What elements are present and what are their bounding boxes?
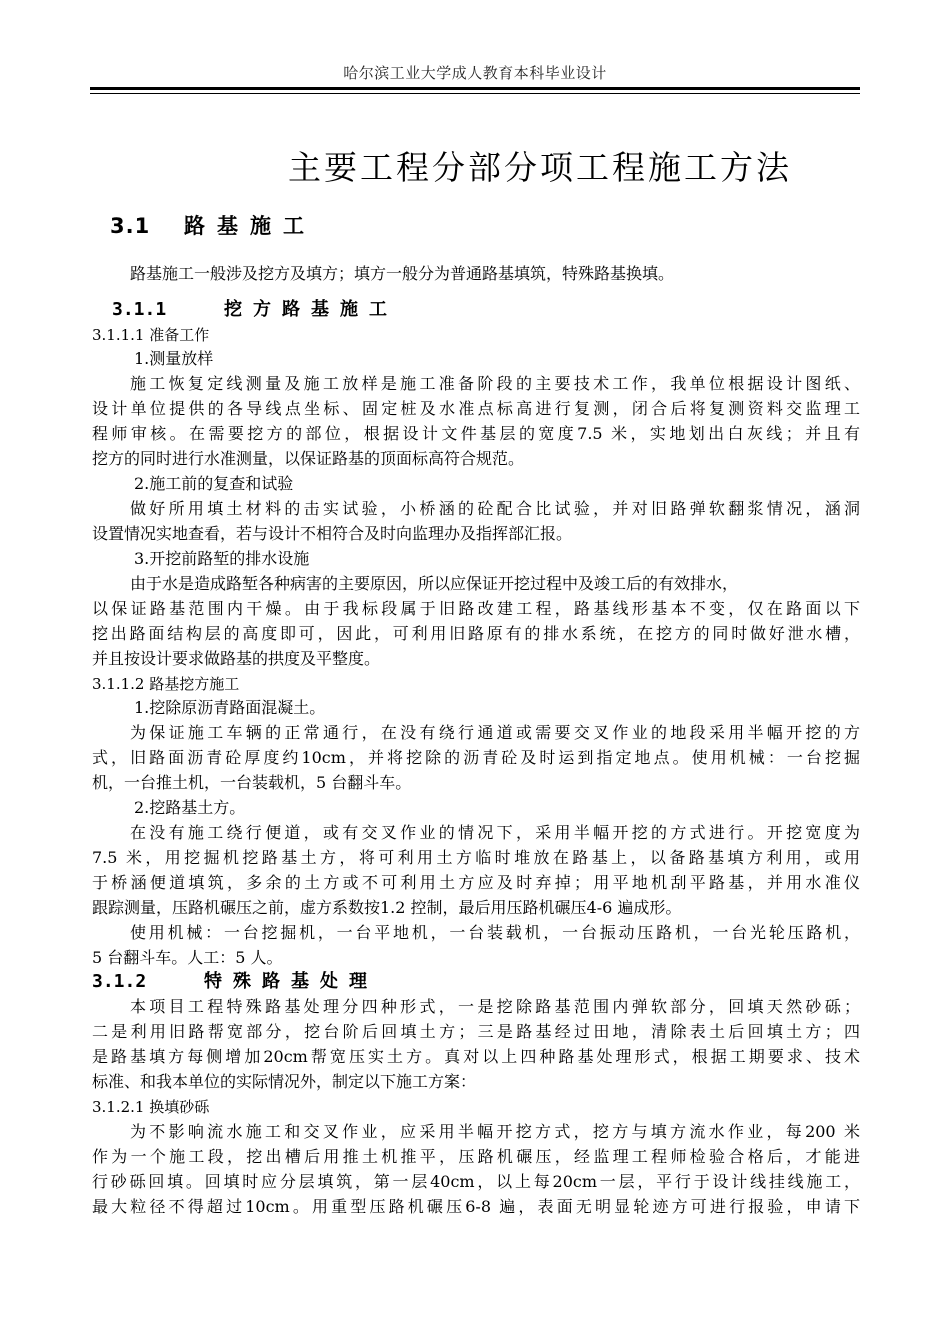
section-3-1-2-1-heading: 3.1.2.1 换填砂砾 [92, 1098, 210, 1116]
section-title: 路基施工 [184, 214, 316, 238]
paragraph-line: 施工恢复定线测量及施工放样是施工准备阶段的主要技术工作，我单位根据设计图纸、 [130, 374, 860, 393]
paragraph-line: 7.5 米，用挖掘机挖路基土方，将可利用土方临时堆放在路基上，以备路基填方利用，或用 [92, 848, 860, 867]
paragraph-line: 挖出路面结构层的高度即可，因此，可利用旧路原有的排水系统，在挖方的同时做好泄水槽， [92, 624, 860, 643]
section-number: 3.1 [110, 214, 151, 238]
paragraph-line: 挖方的同时进行水准测量，以保证路基的顶面标高符合规范。 [92, 449, 525, 468]
paragraph-line: 行砂砾回填。回填时应分层填筑，第一层40cm，以上每20cm一层，平行于设计线挂线施工， [92, 1172, 860, 1191]
section-number: 3.1.1 [112, 299, 167, 320]
header-rule-thick [90, 87, 860, 90]
section-3-1-heading [92, 214, 860, 238]
section-title: 挖方路基施工 [224, 299, 398, 320]
item-asphalt-title: 1.挖除原沥青路面混凝土。 [134, 698, 326, 717]
paragraph-line: 机，一台推土机，一台装载机，5 台翻斗车。 [92, 773, 412, 792]
item-survey-title: 1.测量放样 [134, 349, 214, 368]
paragraph-line: 于桥涵便道填筑，多余的土方或不可利用土方应及时弃掉；用平地机刮平路基，并用水准仪 [92, 873, 860, 892]
section-3-1-1-1-heading: 3.1.1.1 准备工作 [92, 326, 210, 344]
paragraph-line: 式，旧路面沥青砼厚度约10cm，并将挖除的沥青砼及时运到指定地点。使用机械：一台挖掘 [92, 748, 860, 767]
paragraph-line: 设置情况实地查看，若与设计不相符合及时向监理办及指挥部汇报。 [92, 524, 573, 543]
paragraph-line: 是路基填方每侧增加20cm帮宽压实土方。真对以上四种路基处理形式，根据工期要求、技术 [92, 1047, 860, 1066]
paragraph-line: 跟踪测量，压路机碾压之前，虚方系数按1.2 控制，最后用压路机碾压4-6 遍成形。 [92, 898, 682, 917]
paragraph-line: 为不影响流水施工和交叉作业，应采用半幅开挖方式，挖方与填方流水作业，每200 米 [130, 1122, 860, 1141]
document-title: 主要工程分部分项工程施工方法 [288, 148, 792, 187]
item-drainage-title: 3.开挖前路堑的排水设施 [134, 549, 310, 568]
item-precheck-title: 2.施工前的复查和试验 [134, 474, 294, 493]
section-3-1-1-heading [92, 298, 860, 322]
paragraph-line: 最大粒径不得超过10cm。用重型压路机碾压6-8 遍，表面无明显轮迹方可进行报验，申请下 [92, 1197, 860, 1216]
paragraph-line: 5 台翻斗车。人工：5 人。 [92, 948, 283, 967]
section-3-1-2-heading [92, 970, 860, 994]
paragraph-line: 在没有施工绕行便道，或有交叉作业的情况下，采用半幅开挖的方式进行。开挖宽度为 [130, 823, 860, 842]
paragraph-line: 使用机械：一台挖掘机，一台平地机，一台装载机，一台振动压路机，一台光轮压路机， [130, 923, 860, 942]
section-number: 3.1.2 [92, 971, 147, 992]
section-3-1-1-2-heading: 3.1.1.2 路基挖方施工 [92, 675, 240, 693]
paragraph-line: 二是利用旧路帮宽部分，挖台阶后回填土方；三是路基经过田地，清除表土后回填土方；四 [92, 1022, 860, 1041]
paragraph-line: 设计单位提供的各导线点坐标、固定桩及水准点标高进行复测，闭合后将复测资料交监理工 [92, 399, 860, 418]
paragraph-line: 并且按设计要求做路基的拱度及平整度。 [92, 649, 381, 668]
paragraph-line: 由于水是造成路堑各种病害的主要原因，所以应保证开挖过程中及竣工后的有效排水， [130, 574, 739, 593]
section-title: 特殊路基处理 [204, 971, 378, 992]
paragraph-line: 本项目工程特殊路基处理分四种形式，一是挖除路基范围内弹软部分，回填天然砂砾； [130, 997, 860, 1016]
running-header: 哈尔滨工业大学成人教育本科毕业设计 [343, 64, 607, 82]
paragraph-line: 作为一个施工段，挖出槽后用推土机推平，压路机碾压，经监理工程师检验合格后，才能进 [92, 1147, 860, 1166]
paragraph-line: 程师审核。在需要挖方的部位，根据设计文件基层的宽度7.5 米，实地划出白灰线；并且有 [92, 424, 860, 443]
paragraph-line: 为保证施工车辆的正常通行，在没有绕行通道或需要交叉作业的地段采用半幅开挖的方 [130, 723, 860, 742]
paragraph-line: 以保证路基范围内干燥。由于我标段属于旧路改建工程，路基线形基本不变，仅在路面以下 [92, 599, 860, 618]
paragraph-line: 做好所用填土材料的击实试验，小桥涵的砼配合比试验，并对旧路弹软翻浆情况，涵洞 [130, 499, 860, 518]
header-rule-thin [90, 93, 860, 94]
item-earthwork-title: 2.挖路基土方。 [134, 798, 246, 817]
paragraph-line: 标准、和我本单位的实际情况外，制定以下施工方案： [92, 1072, 477, 1091]
section-3-1-intro: 路基施工一般涉及挖方及填方；填方一般分为普通路基填筑，特殊路基换填。 [130, 264, 675, 283]
